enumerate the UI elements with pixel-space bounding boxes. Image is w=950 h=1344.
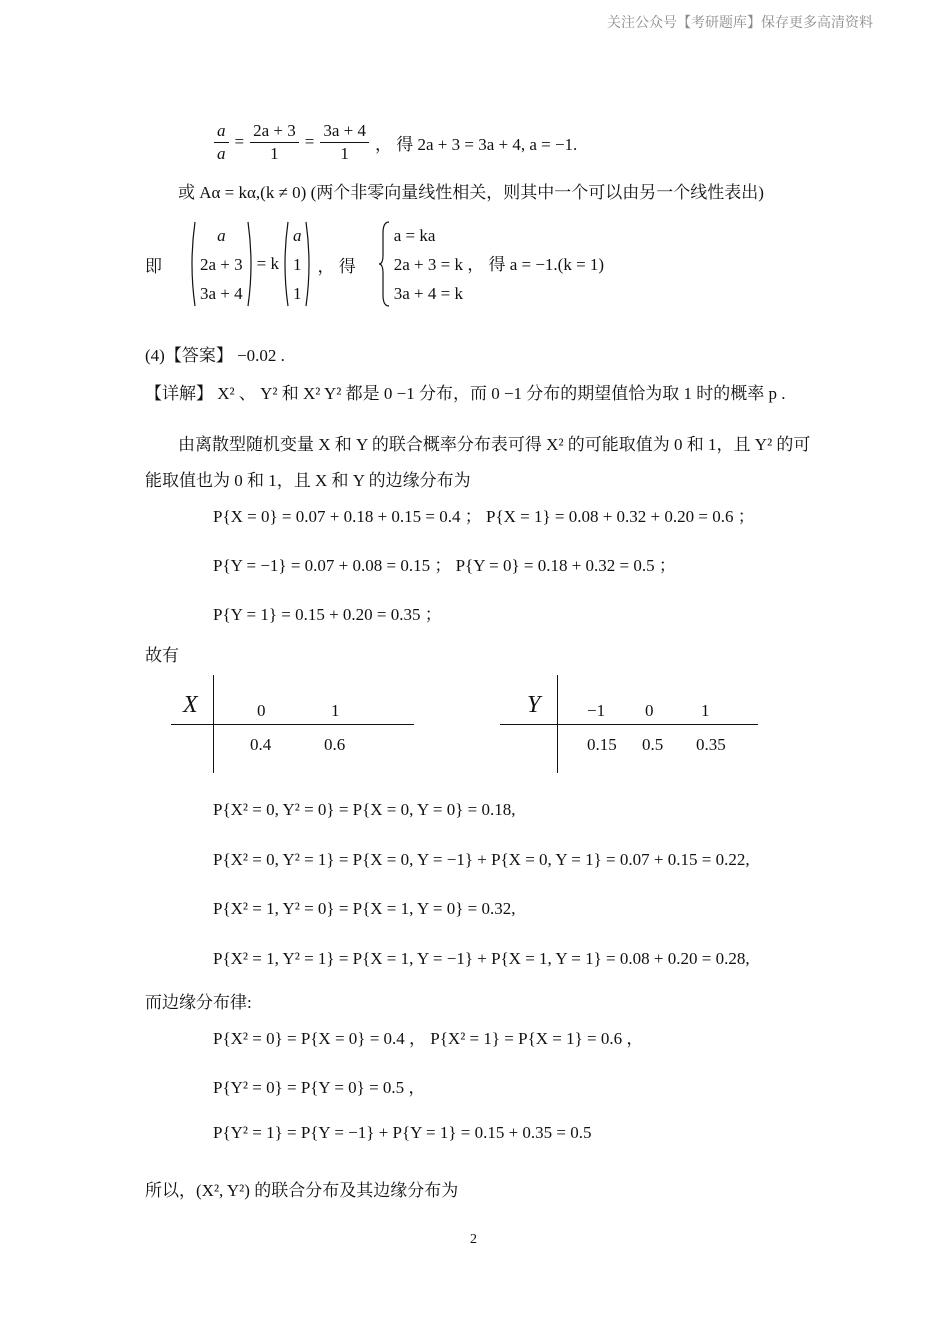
vector-right-entry: 1 — [292, 254, 302, 274]
table-x-label: X — [183, 692, 198, 718]
table-y-prob: 0.35 — [696, 735, 726, 754]
marginal-law-title: 而边缘分布律: — [145, 993, 252, 1012]
vector-left — [196, 221, 247, 308]
table-x-prob: 0.4 — [250, 735, 272, 754]
eq-k: = k — [256, 254, 279, 273]
table-y-value: 1 — [701, 701, 710, 720]
fraction-3-num: 3a + 4 — [320, 120, 369, 143]
page-number: 2 — [470, 1232, 477, 1247]
vector-right — [289, 221, 306, 308]
right-paren-icon — [247, 221, 255, 307]
table-y-prob: 0.5 — [642, 735, 664, 754]
paragraph-line-2: 能取值也为 0 和 1，且 X 和 Y 的边缘分布为 — [145, 471, 471, 490]
law-eq: P{Y² = 1} = P{Y = −1} + P{Y = 1} = 0.15 + 0.35 = 0.5 — [213, 1123, 592, 1142]
fraction-1 — [214, 120, 229, 165]
table-y-label: Y — [527, 692, 541, 718]
table-y-value: 0 — [645, 701, 654, 720]
joint-eq: P{X² = 0, Y² = 1} = P{X = 0, Y = −1} + P{X = 0, Y = 1} = 0.07 + 0.15 = 0.22, — [213, 850, 750, 869]
fraction-2-num: 2a + 3 — [250, 120, 299, 143]
equation-system — [390, 221, 604, 308]
table-x-horizontal-rule — [171, 724, 414, 725]
right-paren-icon — [305, 221, 313, 307]
fraction-3 — [320, 120, 369, 165]
marginal-eq-y-1: P{Y = −1} = 0.07 + 0.08 = 0.15 ； P{Y = 0} = 0.18 + 0.32 = 0.5 ； — [213, 556, 676, 575]
marginal-eq-y-2: P{Y = 1} = 0.15 + 0.20 = 0.35 ； — [213, 605, 442, 624]
paragraph-line-1: 由离散型随机变量 X 和 Y 的联合概率分布表可得 X² 的可能取值为 0 和 1，且 Y² 的可 — [178, 435, 811, 454]
marginal-eq-x: P{X = 0} = 0.07 + 0.18 + 0.15 = 0.4 ； P{X = 1} = 0.08 + 0.32 + 0.20 = 0.6 ； — [213, 507, 755, 526]
table-x-value: 0 — [257, 701, 266, 720]
law-eq: P{X² = 0} = P{X = 0} = 0.4 ， P{X² = 1} = P{X = 1} = 0.6 ， — [213, 1029, 644, 1048]
therefore-label: 故有 — [145, 646, 179, 665]
vector-left-entry: a — [217, 225, 226, 245]
joint-eq: P{X² = 1, Y² = 1} = P{X = 1, Y = −1} + P{X = 1, Y = 1} = 0.08 + 0.20 = 0.28, — [213, 949, 750, 968]
watermark-text: 关注公众号【考研题库】保存更多高清资料 — [607, 15, 873, 31]
vector-equation — [145, 220, 604, 308]
ji-mid: ， 得 — [317, 256, 356, 276]
alternative-statement: 或 Aα = kα,(k ≠ 0) (两个非零向量线性相关，则其中一个可以由另一个线性表出) — [178, 183, 764, 202]
final-line: 所以，(X², Y²) 的联合分布及其边缘分布为 — [145, 1181, 459, 1200]
vector-left-entry: 3a + 4 — [200, 283, 243, 303]
system-row: 3a + 4 = k — [393, 283, 463, 303]
law-eq: P{Y² = 0} = P{Y = 0} = 0.5 ， — [213, 1078, 426, 1097]
left-paren-icon — [281, 221, 289, 307]
fraction-3-den: 1 — [340, 143, 349, 163]
table-y-prob: 0.15 — [587, 735, 617, 754]
fraction-2-den: 1 — [270, 143, 279, 163]
table-y-value: −1 — [587, 701, 606, 720]
table-x-prob: 0.6 — [324, 735, 346, 754]
fraction-1-den: a — [217, 143, 226, 163]
answer-line: (4)【答案】 −0.02 . — [145, 346, 285, 365]
joint-eq: P{X² = 0, Y² = 0} = P{X = 0, Y = 0} = 0.18, — [213, 800, 516, 819]
vector-left-entry: 2a + 3 — [200, 254, 243, 274]
vector-right-entry: a — [292, 225, 302, 245]
fraction-1-num: a — [214, 120, 229, 143]
ji-prefix: 即 — [145, 256, 162, 276]
system-row: 2a + 3 = k ， 得 a = −1.(k = 1) — [393, 254, 605, 274]
system-row: a = ka — [393, 225, 436, 245]
table-x-value: 1 — [331, 701, 340, 720]
joint-eq: P{X² = 1, Y² = 0} = P{X = 1, Y = 0} = 0.32, — [213, 899, 516, 918]
left-paren-icon — [188, 221, 196, 307]
table-y-horizontal-rule — [500, 724, 758, 725]
fraction-equation: $\frac{a}{a}$ = $\frac{2a + 3}{1}$ = $\frac{3a + 4}{1}$ ， 得 2a + 3 = 3a + 4, a = −1. — [212, 115, 577, 169]
left-brace-icon — [378, 221, 390, 307]
vector-right-entry: 1 — [292, 283, 302, 303]
fraction-conclusion: ， 得 2a + 3 = 3a + 4, a = −1. — [374, 134, 578, 154]
fraction-2 — [250, 120, 299, 165]
detail-line: 【详解】 X² 、 Y² 和 X² Y² 都是 0 −1 分布，而 0 −1 分布的期望值恰为取 1 时的概率 p . — [145, 384, 786, 403]
